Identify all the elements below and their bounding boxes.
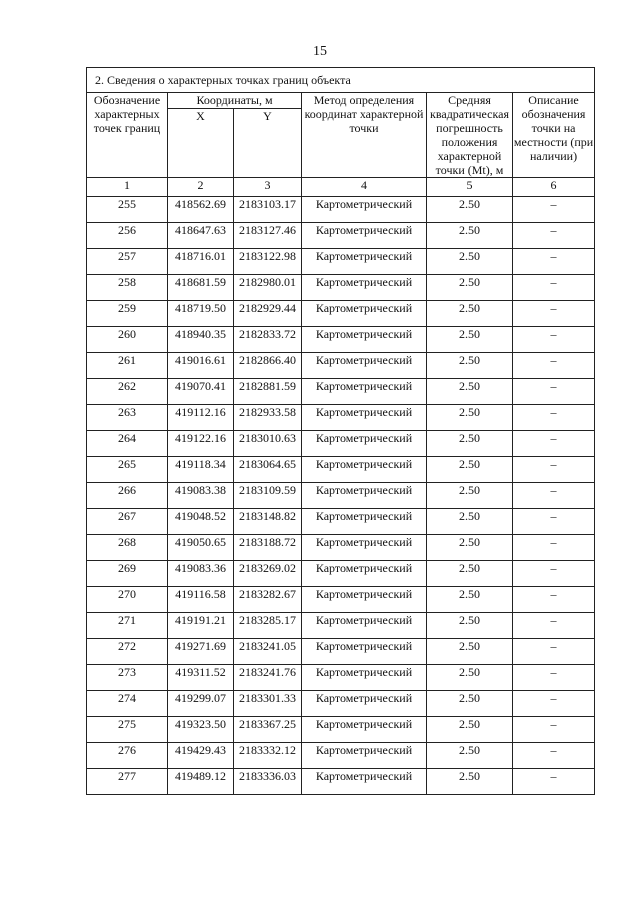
characteristic-points-table [86, 67, 595, 795]
header-point: Обозначение характерных точек границ [87, 93, 168, 178]
column-number: 1 [87, 178, 168, 197]
table-row [87, 431, 595, 457]
y-coordinate-cell: 2183367.25 [234, 717, 302, 743]
description-cell: – [513, 405, 595, 431]
y-coordinate-cell: 2183064.65 [234, 457, 302, 483]
y-coordinate-cell: 2183241.76 [234, 665, 302, 691]
y-coordinate-cell: 2183122.98 [234, 249, 302, 275]
method-cell: Картометрический [302, 327, 427, 353]
error-cell: 2.50 [427, 249, 513, 275]
y-coordinate-cell: 2182933.58 [234, 405, 302, 431]
header-description: Описание обозначения точки на местности (при наличии) [513, 93, 595, 178]
method-cell: Картометрический [302, 379, 427, 405]
y-coordinate-cell: 2182929.44 [234, 301, 302, 327]
description-cell: – [513, 587, 595, 613]
error-cell: 2.50 [427, 769, 513, 795]
column-number: 6 [513, 178, 595, 197]
description-cell: – [513, 327, 595, 353]
y-coordinate-cell: 2183127.46 [234, 223, 302, 249]
description-cell: – [513, 691, 595, 717]
column-number: 2 [168, 178, 234, 197]
x-coordinate-cell: 419048.52 [168, 509, 234, 535]
table-row [87, 457, 595, 483]
x-coordinate-cell: 418681.59 [168, 275, 234, 301]
point-id-cell: 257 [87, 249, 168, 275]
description-cell: – [513, 275, 595, 301]
method-cell: Картометрический [302, 587, 427, 613]
description-cell: – [513, 769, 595, 795]
description-cell: – [513, 431, 595, 457]
table-row [87, 769, 595, 795]
table-row [87, 717, 595, 743]
method-cell: Картометрический [302, 275, 427, 301]
y-coordinate-cell: 2183109.59 [234, 483, 302, 509]
table-caption-row [87, 68, 595, 93]
method-cell: Картометрический [302, 301, 427, 327]
y-coordinate-cell: 2182980.01 [234, 275, 302, 301]
header-error: Средняя квадратическая погрешность положения характерной точки (Mt), м [427, 93, 513, 178]
point-id-cell: 271 [87, 613, 168, 639]
point-id-cell: 263 [87, 405, 168, 431]
description-cell: – [513, 301, 595, 327]
table-row [87, 639, 595, 665]
method-cell: Картометрический [302, 743, 427, 769]
error-cell: 2.50 [427, 223, 513, 249]
point-id-cell: 269 [87, 561, 168, 587]
header-method: Метод определения координат характерной точки [302, 93, 427, 178]
table-row [87, 223, 595, 249]
description-cell: – [513, 223, 595, 249]
x-coordinate-cell: 419299.07 [168, 691, 234, 717]
table-row [87, 535, 595, 561]
x-coordinate-cell: 418647.63 [168, 223, 234, 249]
method-cell: Картометрический [302, 197, 427, 223]
column-number: 3 [234, 178, 302, 197]
error-cell: 2.50 [427, 457, 513, 483]
description-cell: – [513, 717, 595, 743]
error-cell: 2.50 [427, 275, 513, 301]
point-id-cell: 266 [87, 483, 168, 509]
description-cell: – [513, 561, 595, 587]
table-row [87, 509, 595, 535]
error-cell: 2.50 [427, 301, 513, 327]
point-id-cell: 275 [87, 717, 168, 743]
method-cell: Картометрический [302, 509, 427, 535]
error-cell: 2.50 [427, 613, 513, 639]
x-coordinate-cell: 419050.65 [168, 535, 234, 561]
method-cell: Картометрический [302, 249, 427, 275]
method-cell: Картометрический [302, 639, 427, 665]
y-coordinate-cell: 2182881.59 [234, 379, 302, 405]
error-cell: 2.50 [427, 483, 513, 509]
method-cell: Картометрический [302, 665, 427, 691]
y-coordinate-cell: 2183188.72 [234, 535, 302, 561]
table-row [87, 353, 595, 379]
description-cell: – [513, 457, 595, 483]
column-number-row [87, 178, 595, 197]
x-coordinate-cell: 418562.69 [168, 197, 234, 223]
table-row [87, 587, 595, 613]
table-row [87, 665, 595, 691]
y-coordinate-cell: 2183103.17 [234, 197, 302, 223]
x-coordinate-cell: 419116.58 [168, 587, 234, 613]
description-cell: – [513, 509, 595, 535]
table-row [87, 613, 595, 639]
y-coordinate-cell: 2183282.67 [234, 587, 302, 613]
column-number: 4 [302, 178, 427, 197]
x-coordinate-cell: 419429.43 [168, 743, 234, 769]
y-coordinate-cell: 2183269.02 [234, 561, 302, 587]
error-cell: 2.50 [427, 587, 513, 613]
table-row [87, 197, 595, 223]
table-row [87, 327, 595, 353]
point-id-cell: 268 [87, 535, 168, 561]
description-cell: – [513, 743, 595, 769]
point-id-cell: 264 [87, 431, 168, 457]
table-row [87, 691, 595, 717]
table-row [87, 483, 595, 509]
description-cell: – [513, 613, 595, 639]
y-coordinate-cell: 2182833.72 [234, 327, 302, 353]
method-cell: Картометрический [302, 405, 427, 431]
point-id-cell: 255 [87, 197, 168, 223]
point-id-cell: 267 [87, 509, 168, 535]
point-id-cell: 260 [87, 327, 168, 353]
method-cell: Картометрический [302, 457, 427, 483]
table-row [87, 301, 595, 327]
error-cell: 2.50 [427, 197, 513, 223]
x-coordinate-cell: 419323.50 [168, 717, 234, 743]
error-cell: 2.50 [427, 717, 513, 743]
point-id-cell: 259 [87, 301, 168, 327]
error-cell: 2.50 [427, 561, 513, 587]
error-cell: 2.50 [427, 535, 513, 561]
x-coordinate-cell: 418719.50 [168, 301, 234, 327]
y-coordinate-cell: 2183241.05 [234, 639, 302, 665]
x-coordinate-cell: 418716.01 [168, 249, 234, 275]
table-row [87, 561, 595, 587]
method-cell: Картометрический [302, 717, 427, 743]
method-cell: Картометрический [302, 353, 427, 379]
x-coordinate-cell: 419083.38 [168, 483, 234, 509]
y-coordinate-cell: 2183148.82 [234, 509, 302, 535]
x-coordinate-cell: 419083.36 [168, 561, 234, 587]
description-cell: – [513, 483, 595, 509]
error-cell: 2.50 [427, 327, 513, 353]
method-cell: Картометрический [302, 691, 427, 717]
y-coordinate-cell: 2182866.40 [234, 353, 302, 379]
header-y: Y [234, 109, 302, 178]
point-id-cell: 256 [87, 223, 168, 249]
description-cell: – [513, 639, 595, 665]
method-cell: Картометрический [302, 535, 427, 561]
method-cell: Картометрический [302, 223, 427, 249]
page-number: 15 [313, 44, 327, 59]
description-cell: – [513, 379, 595, 405]
point-id-cell: 261 [87, 353, 168, 379]
point-id-cell: 274 [87, 691, 168, 717]
point-id-cell: 258 [87, 275, 168, 301]
method-cell: Картометрический [302, 431, 427, 457]
error-cell: 2.50 [427, 639, 513, 665]
error-cell: 2.50 [427, 405, 513, 431]
header-coordinates: Координаты, м [168, 93, 302, 109]
description-cell: – [513, 249, 595, 275]
error-cell: 2.50 [427, 379, 513, 405]
x-coordinate-cell: 419311.52 [168, 665, 234, 691]
y-coordinate-cell: 2183010.63 [234, 431, 302, 457]
y-coordinate-cell: 2183301.33 [234, 691, 302, 717]
point-id-cell: 262 [87, 379, 168, 405]
point-id-cell: 270 [87, 587, 168, 613]
x-coordinate-cell: 419118.34 [168, 457, 234, 483]
description-cell: – [513, 197, 595, 223]
table-row [87, 275, 595, 301]
method-cell: Картометрический [302, 613, 427, 639]
x-coordinate-cell: 418940.35 [168, 327, 234, 353]
error-cell: 2.50 [427, 509, 513, 535]
x-coordinate-cell: 419112.16 [168, 405, 234, 431]
header-row [87, 93, 595, 109]
y-coordinate-cell: 2183285.17 [234, 613, 302, 639]
error-cell: 2.50 [427, 353, 513, 379]
x-coordinate-cell: 419122.16 [168, 431, 234, 457]
error-cell: 2.50 [427, 665, 513, 691]
x-coordinate-cell: 419271.69 [168, 639, 234, 665]
header-x: X [168, 109, 234, 178]
y-coordinate-cell: 2183332.12 [234, 743, 302, 769]
x-coordinate-cell: 419191.21 [168, 613, 234, 639]
description-cell: – [513, 353, 595, 379]
error-cell: 2.50 [427, 691, 513, 717]
x-coordinate-cell: 419489.12 [168, 769, 234, 795]
x-coordinate-cell: 419016.61 [168, 353, 234, 379]
column-number: 5 [427, 178, 513, 197]
error-cell: 2.50 [427, 431, 513, 457]
x-coordinate-cell: 419070.41 [168, 379, 234, 405]
method-cell: Картометрический [302, 561, 427, 587]
table-row [87, 379, 595, 405]
table-row [87, 249, 595, 275]
method-cell: Картометрический [302, 483, 427, 509]
point-id-cell: 265 [87, 457, 168, 483]
error-cell: 2.50 [427, 743, 513, 769]
description-cell: – [513, 535, 595, 561]
point-id-cell: 276 [87, 743, 168, 769]
description-cell: – [513, 665, 595, 691]
point-id-cell: 272 [87, 639, 168, 665]
table-row [87, 405, 595, 431]
table-row [87, 743, 595, 769]
point-id-cell: 273 [87, 665, 168, 691]
section-caption: 2. Сведения о характерных точках границ объекта [87, 68, 595, 93]
method-cell: Картометрический [302, 769, 427, 795]
point-id-cell: 277 [87, 769, 168, 795]
y-coordinate-cell: 2183336.03 [234, 769, 302, 795]
